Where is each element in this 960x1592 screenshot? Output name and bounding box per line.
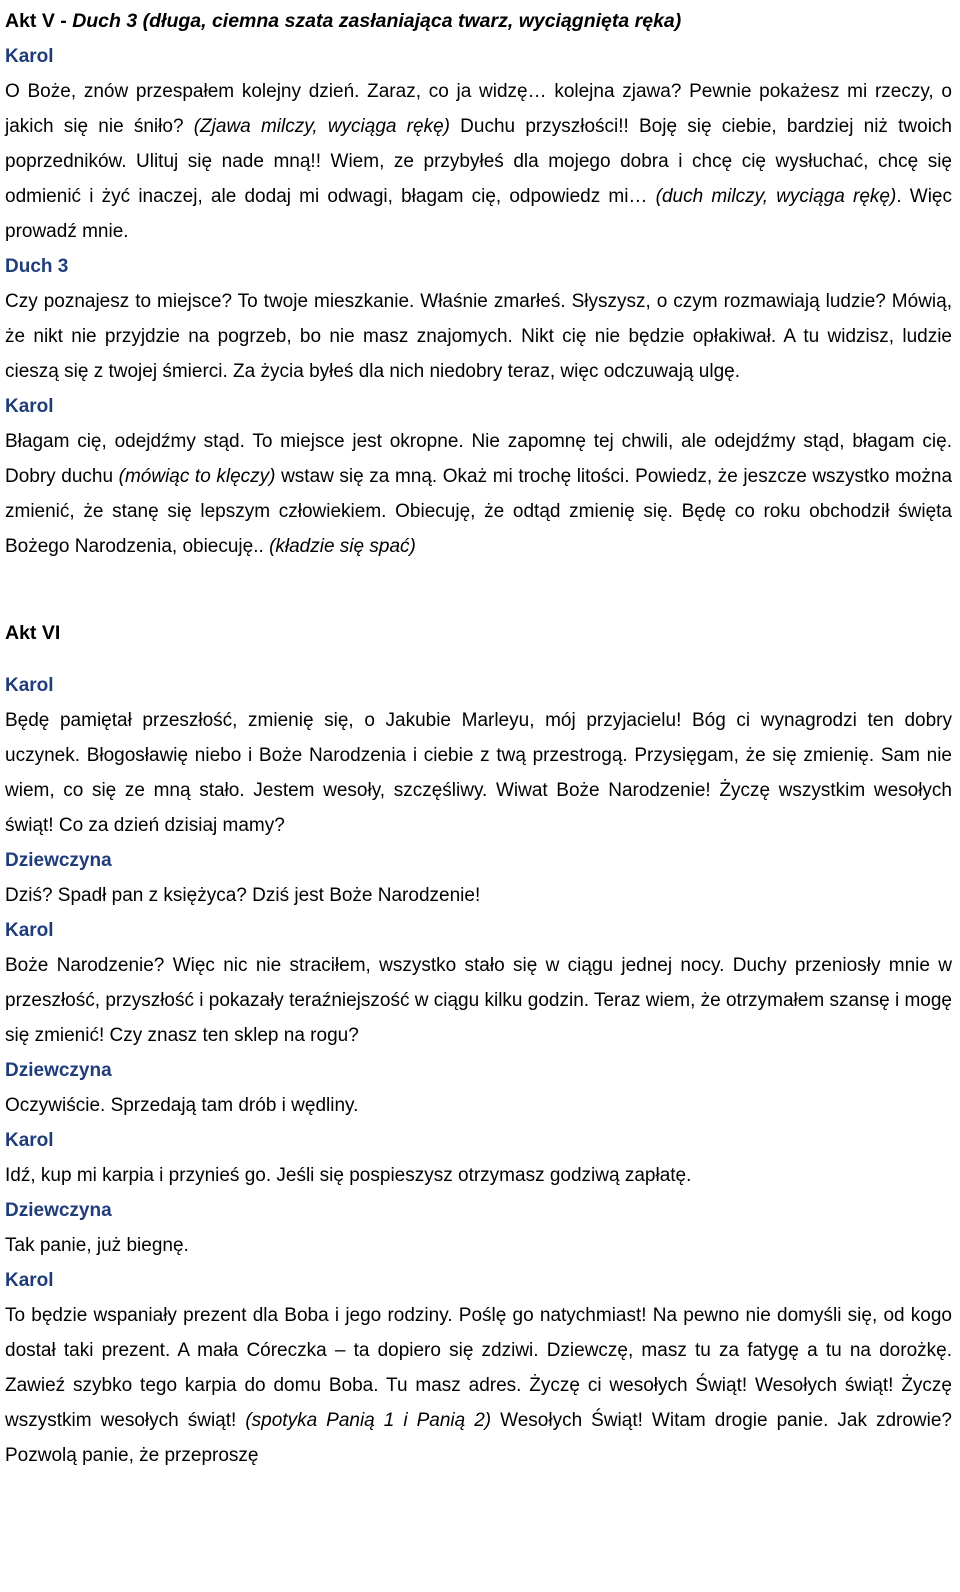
speaker-name: Karol bbox=[5, 46, 54, 67]
dialogue-text: Oczywiście. Sprzedają tam drób i wędliny. bbox=[5, 1095, 359, 1116]
speaker-name: Dziewczyna bbox=[5, 850, 112, 871]
act-6-dialogue bbox=[5, 668, 952, 1473]
dialogue-paragraph bbox=[5, 424, 952, 564]
dialogue-text: Idź, kup mi karpia i przynieś go. Jeśli się pospieszysz otrzymasz godziwą zapłatę. bbox=[5, 1165, 692, 1186]
dialogue-text: wstaw się za mną. Okaż mi trochę litości. Powiedz, że jeszcze wszystko można zmienić, że stanę się lepszym człowiekiem. Obiecuję, że odtąd zmienię się. Będę co roku obchodził święta Bożego Narodzenia, obiecuję.. bbox=[5, 466, 953, 557]
speaker-name: Dziewczyna bbox=[5, 1060, 112, 1081]
dialogue-text: Boże Narodzenie? Więc nic nie straciłem, wszystko stało się w ciągu jednej nocy. Duchy przeniosły mnie w przeszłość, przyszłość i pokazały teraźniejszość w ciągu kilku godzin. Teraz wiem, że otrzymałem szansę i mogę się zmienić! Czy znasz ten sklep na rogu? bbox=[5, 955, 952, 1046]
dialogue-text: Wesołych Świąt! Witam drogie panie. Jak zdrowie? Pozwolą panie, że przeproszę bbox=[5, 1410, 953, 1466]
speaker-name: Dziewczyna bbox=[5, 1200, 112, 1221]
dialogue-text: To będzie wspaniały prezent dla Boba i jego rodziny. Poślę go natychmiast! Na pewno nie domyśli się, od kogo dostał taki prezent. A mała Córeczka – ta dopiero się zdziwi. Dziewczę, masz tu za fatygę a tu na dorożkę. Zawieź szybko tego karpia do domu Boba. Tu masz adres. Życzę ci wesołych Świąt! Wesołych świąt! Życzę wszystkim wesołych świąt! bbox=[5, 1305, 952, 1431]
dialogue-paragraph bbox=[5, 948, 952, 1053]
stage-direction: (duch milczy, wyciąga rękę) bbox=[655, 186, 897, 207]
dialogue-text: Czy poznajesz to miejsce? To twoje mieszkanie. Właśnie zmarłeś. Słyszysz, o czym rozmawiają ludzie? Mówią, że nikt nie przyjdzie na pogrzeb, bo nie masz znajomych. Nikt cię nie będzie opłakiwał. A tu widzisz, ludzie cieszą się z twojej śmierci. Za życia byłeś dla nich niedobry teraz, więc odczuwają ulgę. bbox=[5, 291, 952, 382]
dialogue-paragraph bbox=[5, 1228, 952, 1263]
stage-direction: (spotyka Panią 1 i Panią 2) bbox=[245, 1410, 492, 1431]
dialogue-paragraph bbox=[5, 1158, 952, 1193]
act-5-dialogue bbox=[5, 39, 952, 564]
dialogue-paragraph bbox=[5, 1298, 952, 1473]
speaker-name: Karol bbox=[5, 920, 54, 941]
dialogue-paragraph bbox=[5, 703, 952, 843]
dialogue-paragraph bbox=[5, 74, 952, 249]
act-5-title-prefix: Akt V - bbox=[5, 10, 73, 32]
speaker-name: Duch 3 bbox=[5, 256, 69, 277]
dialogue-text: Tak panie, już biegnę. bbox=[5, 1235, 189, 1256]
act-5-heading bbox=[5, 4, 952, 39]
dialogue-text: Duchu przyszłości!! Boję się ciebie, bardziej niż twoich poprzedników. Ulituj się nade mną!! Wiem, ze przybyłeś dla mojego dobra i chcę cię wysłuchać, chcę się odmienić i żyć inaczej, ale dodaj mi odwagi, błagam cię, odpowiedz mi… bbox=[5, 116, 952, 207]
dialogue-text: Będę pamiętał przeszłość, zmienię się, o Jakubie Marleyu, mój przyjacielu! Bóg ci wynagrodzi ten dobry uczynek. Błogosławię niebo i Boże Narodzenia i ciebie z twą przestrogą. Przysięgam, że się zmienię. Sam nie wiem, co się ze mną stało. Jestem wesoły, szczęśliwy. Wiwat Boże Narodzenie! Życzę wszystkim wesołych świąt! Co za dzień dzisiaj mamy? bbox=[5, 710, 952, 836]
dialogue-text: . Więc prowadź mnie. bbox=[5, 186, 953, 242]
stage-direction: (Zjawa milczy, wyciąga rękę) bbox=[193, 116, 450, 137]
stage-direction: (kładzie się spać) bbox=[269, 536, 416, 557]
dialogue-text: Błagam cię, odejdźmy stąd. To miejsce jest okropne. Nie zapomnę tej chwili, ale odejdźmy stąd, błagam cię. Dobry duchu bbox=[5, 431, 952, 487]
speaker-name: Karol bbox=[5, 396, 54, 417]
dialogue-text: Dziś? Spadł pan z księżyca? Dziś jest Boże Narodzenie! bbox=[5, 885, 481, 906]
dialogue-paragraph bbox=[5, 284, 952, 389]
stage-direction: (mówiąc to klęczy) bbox=[118, 466, 276, 487]
dialogue-paragraph bbox=[5, 1088, 952, 1123]
speaker-name: Karol bbox=[5, 1130, 54, 1151]
speaker-name: Karol bbox=[5, 1270, 54, 1291]
dialogue-paragraph bbox=[5, 878, 952, 913]
act-5-title-stage: Duch 3 (długa, ciemna szata zasłaniająca twarz, wyciągnięta ręka) bbox=[72, 10, 682, 32]
speaker-name: Karol bbox=[5, 675, 54, 696]
act-6-heading: Akt VI bbox=[5, 622, 61, 644]
dialogue-text: O Boże, znów przespałem kolejny dzień. Zaraz, co ja widzę… kolejna zjawa? Pewnie pokażesz mi rzeczy, o jakich się nie śniło? bbox=[5, 81, 952, 137]
